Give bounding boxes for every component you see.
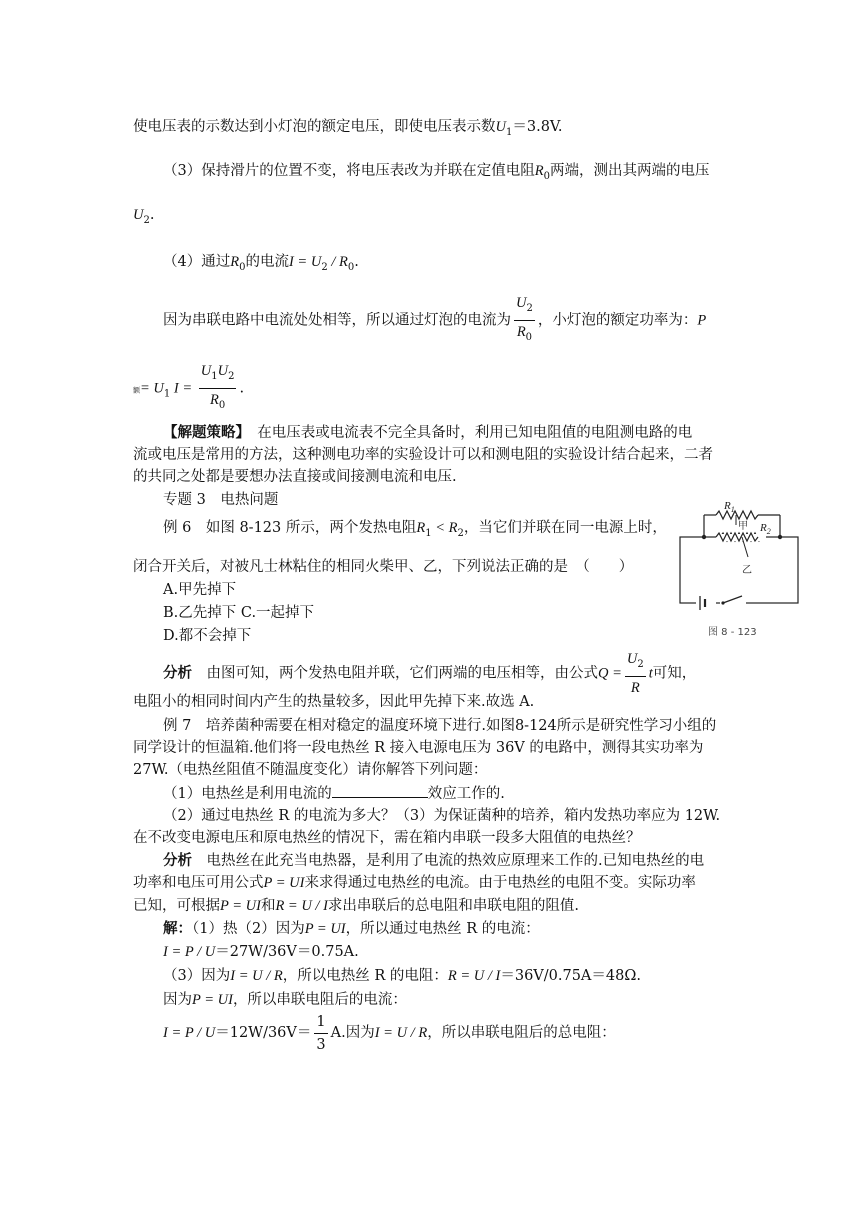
text: 效应工作的.	[427, 786, 505, 802]
text: 两端，测出其两端的电压	[549, 163, 710, 179]
label-jia: 甲	[738, 521, 748, 532]
math-var: R	[230, 254, 240, 270]
text: ，所以串联电阻后的总电阻：	[427, 1025, 616, 1041]
text: （1）热（2）因为	[192, 921, 305, 937]
fraction: $\frac{1}{3}$	[314, 1011, 327, 1056]
text-line: I = P / U＝27W/36V＝0.75A.	[163, 944, 359, 960]
subscript: 2	[321, 261, 328, 273]
figure-caption: 图 8 - 123	[708, 627, 757, 638]
junction-dot	[702, 535, 706, 539]
subscript: 0	[239, 261, 246, 273]
text: 的电流	[245, 254, 289, 270]
strategy-label: 【解题策略】	[163, 424, 243, 441]
option-b-c: B.乙先掉下 C.一起掉下	[163, 605, 315, 621]
math-var: U	[133, 207, 144, 223]
text-line: 闭合开关后，对被凡士林粘住的相同火柴甲、乙，下列说法正确的是 （ ）	[133, 559, 634, 575]
math-expr: / R	[327, 254, 348, 270]
text: 例 6 如图 8-123 所示，两个发热电阻	[163, 520, 417, 536]
subscript-label: 额	[133, 386, 140, 395]
text-line: （4）通过$R_0$的电流$I = U_2 / R_0$.	[163, 254, 359, 273]
text: （3）因为	[163, 968, 231, 984]
text-line: 已知，可根据P = UI和R = U / I求出串联后的总电阻和串联电阻的阻值.	[133, 898, 580, 914]
text: 功率和电压可用公式	[133, 875, 264, 891]
subscript: 0	[543, 170, 550, 182]
subscript: 0	[347, 261, 355, 273]
math-var: R	[534, 163, 544, 179]
text-line: 的共同之处都是要想办法直接或间接测电流和电压.	[133, 469, 457, 485]
text-line: 在不改变电源电压和原电热丝的情况下，需在箱内串联一段多大阻值的电热丝？	[133, 830, 641, 846]
text: 已知，可根据	[133, 898, 220, 914]
fill-blank	[332, 783, 428, 798]
text: ，所以电热丝 R 的电阻：	[282, 968, 448, 984]
text: 可知，	[652, 665, 697, 682]
text: ，所以串联电阻后的电流：	[232, 992, 407, 1008]
text: 使电压表的示数达到小灯泡的额定电压，即使电压表示数	[133, 119, 496, 135]
text-line	[163, 851, 704, 871]
section-heading: 专题 3 电热问题	[163, 492, 279, 508]
text-line	[163, 161, 709, 187]
text-line: （2）通过电热丝 R 的电流为多大？（3）为保证菌种的培养，箱内发热功率应为 12W.	[163, 808, 721, 824]
text-line	[163, 783, 505, 804]
text: 电热丝在此充当电热器，是利用了电流的热效应原理来工作的.已知电热丝的电	[192, 853, 705, 869]
circuit-diagram	[676, 495, 806, 645]
text-line: 额= $U_1$ I = $\frac{U_1U_2}{R_0}$ .	[133, 360, 244, 417]
text-line: 例 7 培养菌种需要在相对稳定的温度环境下进行.如图8-124所示是研究性学习小组的	[163, 718, 717, 734]
fraction: $\frac{U_2}{R_0}$	[514, 292, 535, 349]
text: ＝12W/36V＝	[215, 1025, 312, 1041]
text: A.因为	[330, 1025, 375, 1041]
option-a: A.甲先掉下	[163, 582, 237, 598]
label-r1: $R_1$	[724, 500, 735, 514]
text-line: 因为P = UI，所以串联电阻后的电流：	[163, 992, 407, 1008]
text-line: （3）因为I = U / R，所以电热丝 R 的电阻：R = U / I＝36V/0.75A＝48Ω.	[163, 968, 641, 984]
text-line	[133, 117, 562, 143]
text: ，所以通过电热丝 R 的电流：	[345, 921, 540, 937]
text-line: 功率和电压可用公式P = UI来求得通过电热丝的电流。由于电热丝的电阻不变。实际功率	[133, 875, 696, 891]
text-line: 例 6 如图 8-123 所示，两个发热电阻$R_1 < R_2$，当它们并联在同一电源上时，	[163, 520, 667, 539]
math-expr: I = U	[288, 254, 322, 270]
math-var: P	[697, 312, 707, 329]
junction-dot	[778, 535, 782, 539]
resistor-r1	[716, 511, 758, 519]
analysis-label: 分析	[163, 852, 192, 869]
text-line: 分析 由图可知，两个发热电阻并联，它们两端的电压相等，由公式Q = $\frac{U_2}{R}$ t可知，	[163, 648, 696, 699]
text: 来求得通过电热丝的电流。由于电热丝的电阻不变。实际功率	[304, 875, 696, 891]
text: ＝36V/0.75A＝48	[500, 968, 625, 984]
text: ＝3.8V.	[512, 119, 563, 135]
switch-pivot	[721, 601, 724, 604]
subscript: 2	[143, 214, 150, 226]
text-line: 解：（1）热（2）因为P = UI，所以通过电热丝 R 的电流：	[163, 920, 540, 937]
text: ，当它们并联在同一电源上时，	[463, 520, 667, 536]
text-line: 流或电压是常用的方法，这种测电功率的实验设计可以和测电阻的实验设计结合起来，二者	[133, 447, 713, 463]
fraction: $\frac{U_2}{R}$	[625, 648, 646, 699]
text-line: 电阻小的相同时间内产生的热量较多，因此甲先掉下来.故选 A.	[133, 694, 535, 710]
solution-label: 解：	[163, 920, 192, 937]
text: 因为串联电路中电流处处相等，所以通过灯泡的电流为	[163, 312, 511, 329]
fraction: $\frac{U_1U_2}{R_0}$	[199, 360, 237, 417]
option-d: D.都不会掉下	[163, 628, 252, 644]
subscript: 1	[505, 126, 513, 138]
label-r2: $R_2$	[760, 522, 771, 536]
circuit-wire	[680, 537, 798, 603]
math-var: U	[495, 119, 506, 135]
text-line: 27W.（电热丝阻值不随温度变化）请你解答下列问题：	[133, 762, 488, 778]
text: 在电压表或电流表不完全具备时，利用已知电阻值的电阻测电路的电	[242, 425, 693, 441]
text: （3）保持滑片的位置不变，将电压表改为并联在定值电阻	[163, 163, 535, 179]
text: ＝27W/36V＝0.75A.	[215, 944, 359, 960]
text-line	[133, 205, 154, 231]
label-yi: 乙	[742, 565, 752, 576]
text: 求出串联后的总电阻和串联电阻的阻值.	[327, 898, 580, 914]
text: （4）通过	[163, 254, 231, 270]
text: .	[149, 207, 155, 223]
text: （1）电热丝是利用电流的	[163, 786, 332, 802]
text-line: 同学设计的恒温箱.他们将一段电热丝 R 接入电源电压为 36V 的电路中，测得其实功率为	[133, 740, 704, 756]
text: ，小灯泡的额定功率为：	[537, 312, 698, 329]
text: 因为	[163, 992, 192, 1008]
text: 由图可知，两个发热电阻并联，它们两端的电压相等，由公式	[192, 665, 598, 682]
text-line: I = P / U＝12W/36V＝ $\frac{1}{3}$ A.因为I = U / R，所以串联电阻后的总电阻：	[163, 1010, 616, 1056]
analysis-label: 分析	[163, 664, 192, 682]
math-expr: = U	[140, 380, 164, 397]
text-line	[163, 292, 706, 349]
text-line	[163, 423, 692, 443]
